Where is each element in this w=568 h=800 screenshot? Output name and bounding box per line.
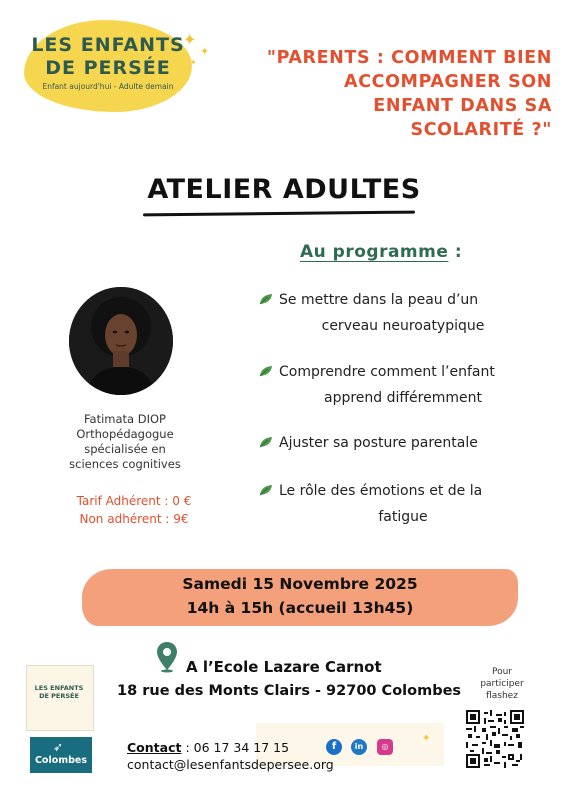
location-pin-icon <box>156 641 178 673</box>
page-title: ATELIER ADULTES <box>147 174 421 205</box>
list-item <box>258 360 548 410</box>
venue-name: A l’Ecole Lazare Carnot <box>186 658 382 676</box>
item-text: Ajuster sa posture parentale <box>279 435 478 451</box>
price-member: Tarif Adhérent : 0 € <box>76 494 192 508</box>
programme-colon: : <box>454 242 463 262</box>
item-text: Le rôle des émotions et de la <box>279 483 483 499</box>
headline-line: ENFANT DANS SA <box>373 96 552 116</box>
leaf-icon <box>258 290 274 314</box>
speaker-info <box>40 412 210 472</box>
headline-line: SCOLARITÉ ?" <box>410 120 552 140</box>
headline <box>232 46 552 142</box>
headline-line: "PARENTS : COMMENT BIEN <box>266 48 552 68</box>
venue-address: 18 rue des Monts Clairs - 92700 Colombes <box>117 683 462 699</box>
linkedin-icon[interactable]: in <box>351 739 367 755</box>
item-text: fatigue <box>378 509 428 525</box>
headline-line: ACCOMPAGNER SON <box>344 72 552 92</box>
contact-email[interactable]: contact@lesenfantsdepersee.org <box>127 757 334 772</box>
contact-label: Contact <box>127 740 182 755</box>
item-text: apprend différemment <box>324 390 482 406</box>
speaker-photo <box>69 287 173 395</box>
event-time: 14h à 15h (accueil 13h45) <box>186 599 414 617</box>
partner-logo-line: DE PERSÉE <box>39 692 79 700</box>
title-underline <box>143 211 415 217</box>
leaf-icon <box>258 362 274 386</box>
item-text: cerveau neuroatypique <box>321 318 485 334</box>
speaker-title: spécialisée en <box>84 442 166 456</box>
qr-caption-line: flashez <box>486 691 518 701</box>
sparkle-icon: ✦ <box>422 733 431 744</box>
programme-label: Au programme <box>300 242 449 262</box>
logo-title-line2: DE PERSÉE <box>45 57 171 79</box>
date-banner-text <box>82 572 518 620</box>
colombes-label: Colombes <box>34 755 88 766</box>
qr-code[interactable] <box>466 710 524 768</box>
item-text: Se mettre dans la peau d’un <box>279 292 479 308</box>
leaf-icon <box>258 433 274 457</box>
programme-heading <box>300 242 462 262</box>
logo-title-line1: LES ENFANTS <box>31 34 185 56</box>
qr-caption-line: participer <box>480 679 524 689</box>
qr-caption-line: Pour <box>491 667 513 677</box>
qr-caption <box>470 666 534 702</box>
list-item <box>258 431 548 457</box>
speaker-title: sciences cognitives <box>69 457 181 471</box>
partner-logo-line: LES ENFANTS <box>34 684 84 692</box>
pricing <box>40 492 228 528</box>
list-item <box>258 479 548 529</box>
sparkle-icon: ✦ <box>190 58 197 67</box>
dove-icon: ➶ <box>53 740 64 754</box>
logo-tagline: Enfant aujourd'hui - Adulte demain <box>42 82 174 91</box>
speaker-title: Orthopédagogue <box>76 427 174 441</box>
item-text: Comprendre comment l’enfant <box>279 364 495 380</box>
leaf-icon <box>258 481 274 505</box>
partner-logo-text <box>26 684 92 700</box>
event-date: Samedi 15 Novembre 2025 <box>182 575 418 593</box>
instagram-icon[interactable]: ◎ <box>377 739 393 755</box>
sparkle-icon: ✦ <box>183 30 197 49</box>
speaker-name: Fatimata DIOP <box>83 412 166 426</box>
facebook-icon[interactable]: f <box>326 739 342 755</box>
list-item <box>258 288 548 338</box>
sparkle-icon: ✦ <box>200 45 210 58</box>
price-non-member: Non adhérent : 9€ <box>79 512 189 526</box>
contact-phone[interactable]: : 06 17 34 17 15 <box>181 740 290 755</box>
contact-line <box>127 740 289 755</box>
